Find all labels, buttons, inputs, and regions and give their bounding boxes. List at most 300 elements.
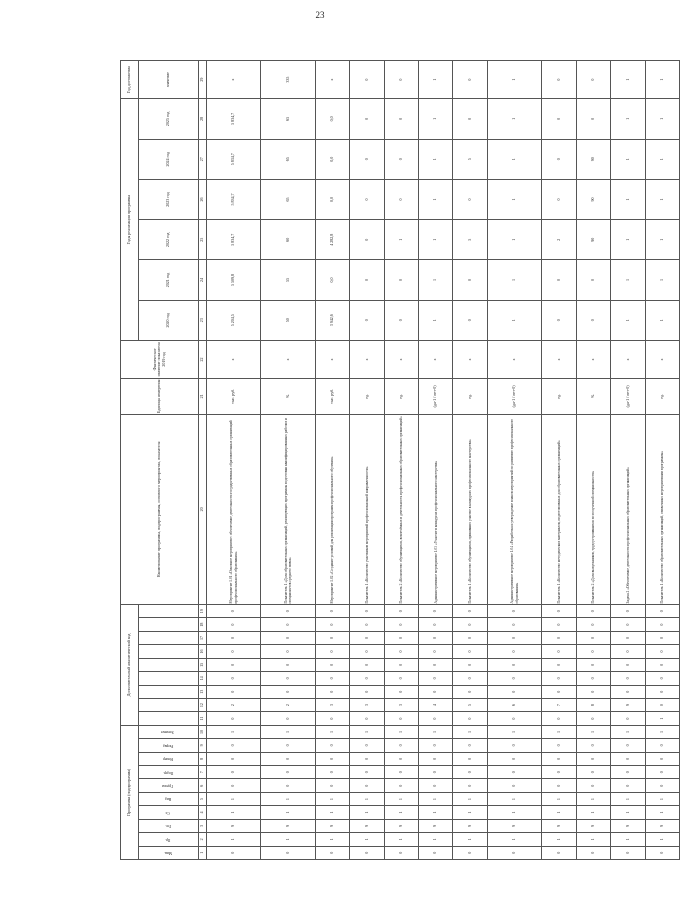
column-number: 27 [199, 139, 207, 179]
year-value: 65 [261, 99, 315, 139]
code-cell: 8 [576, 698, 610, 711]
code-cell: 0 [453, 779, 487, 792]
year-value: 0 [384, 99, 418, 139]
code-cell: 0 [576, 645, 610, 658]
code-cell: 0 [315, 645, 349, 658]
code-cell: 0 [261, 752, 315, 765]
code-cell: 0 [419, 631, 453, 644]
column-number: 15 [199, 658, 207, 671]
code-cell: 0 [645, 604, 679, 617]
indicator-name: Административное мероприятие 1.03 «Участие в конкурсах профессионального мастерства» [419, 414, 453, 604]
table-row [576, 61, 610, 860]
column-number: 13 [199, 685, 207, 698]
column-number: 23 [199, 300, 207, 340]
code-cell: 1 [315, 833, 349, 846]
year-value: 0 [384, 260, 418, 300]
indicator-unit: ед. [384, 378, 418, 414]
code-cell: 0 [261, 846, 315, 859]
code-cell: 0 [645, 698, 679, 711]
indicator-unit: (да-1 / нет-0) [487, 378, 541, 414]
year-value: 1 [419, 220, 453, 260]
code-cell: 0 [350, 779, 384, 792]
code-cell: 0 [645, 645, 679, 658]
indicator-name: Показатель 1 «Доля образовательных организаций, реализующих программы подготовки квалифицированных рабочих и специалистов среднего звена» [261, 414, 315, 604]
code-cell: 0 [207, 712, 261, 725]
code-cell: 1 [645, 833, 679, 846]
code-cell: 0 [576, 752, 610, 765]
code-cell: 0 [645, 658, 679, 671]
code-cell: 0 [611, 672, 645, 685]
code-cell: 0 [350, 846, 384, 859]
indicator-actual: х [611, 340, 645, 378]
code-cell: 1 [384, 833, 418, 846]
code-cell: 0 [261, 658, 315, 671]
indicator-name: Показатель 2 «Доля выпускников, трудоустроившихся по полученной специальности» [576, 414, 610, 604]
column-number: 2 [199, 833, 207, 846]
code-cell: 1 [419, 806, 453, 819]
indicator-actual: х [384, 340, 418, 378]
code-cell: 0 [384, 672, 418, 685]
code-cell: 1 [350, 792, 384, 805]
code-cell: 1 [384, 792, 418, 805]
code-cell: 0 [487, 672, 541, 685]
indicator-name: Показатель 1 «Количество методических материалов, подготовленных для образовательных организаций» [542, 414, 576, 604]
code-cell: 1 [315, 792, 349, 805]
header-code-2: Пр. [139, 833, 199, 846]
code-cell: 1 [576, 806, 610, 819]
year-value: 1 [611, 220, 645, 260]
indicator-unit: ед. [350, 378, 384, 414]
header-actual: Фактическое значение показателя 2019 год [121, 340, 199, 378]
indicator-actual: х [419, 340, 453, 378]
header-additional-cell [139, 712, 199, 725]
code-cell: 9 [611, 698, 645, 711]
year-value: 5 834,7 [207, 139, 261, 179]
code-cell: 0 [207, 766, 261, 779]
code-cell: 2 [207, 698, 261, 711]
code-cell: 0 [315, 779, 349, 792]
code-cell: 0 [487, 658, 541, 671]
code-cell: 1 [453, 806, 487, 819]
code-cell: 1 [419, 725, 453, 738]
code-cell: 1 [350, 833, 384, 846]
header-code-3: Гос. [139, 819, 199, 832]
code-cell: 0 [453, 752, 487, 765]
column-number: 18 [199, 618, 207, 631]
year-value: 0,0 [315, 179, 349, 219]
year-value: 0 [350, 179, 384, 219]
year-value: 55 [261, 260, 315, 300]
code-cell: 1 [542, 833, 576, 846]
code-cell: 1 [542, 792, 576, 805]
indicator-name: Задача 2 «Обеспечение деятельности профессиональных образовательных организаций» [611, 414, 645, 604]
code-cell: 1 [542, 806, 576, 819]
code-cell: 9 [453, 819, 487, 832]
code-cell: 0 [384, 712, 418, 725]
table-row [261, 61, 315, 860]
code-cell: 0 [350, 685, 384, 698]
header-code-7: Подгр. [139, 766, 199, 779]
code-cell: 0 [207, 604, 261, 617]
header-additional-cell [139, 631, 199, 644]
year-value: 1 [487, 139, 541, 179]
target-value: 1 [645, 61, 679, 99]
code-cell: 0 [542, 618, 576, 631]
header-code-9: Разряд [139, 739, 199, 752]
code-cell: 0 [542, 645, 576, 658]
header-program-group: Программа (подпрограмма) [121, 725, 139, 859]
column-number: 5 [199, 792, 207, 805]
code-cell: 0 [453, 645, 487, 658]
column-number: 24 [199, 260, 207, 300]
page-number: 23 [315, 10, 325, 20]
code-cell: 0 [645, 779, 679, 792]
year-value: 1 [419, 260, 453, 300]
code-cell: 0 [350, 752, 384, 765]
code-cell: 9 [419, 819, 453, 832]
year-value: 0 [576, 300, 610, 340]
code-cell: 0 [315, 712, 349, 725]
table-row [645, 61, 679, 860]
code-cell: 0 [419, 846, 453, 859]
code-cell: 0 [453, 846, 487, 859]
code-cell: 0 [542, 752, 576, 765]
header-additional-cell [139, 604, 199, 617]
year-value: 5 834,7 [207, 179, 261, 219]
year-value: 5 834,7 [207, 99, 261, 139]
code-cell: 1 [419, 792, 453, 805]
code-cell: 0 [315, 618, 349, 631]
code-cell: 0 [487, 739, 541, 752]
header-unit: Единица измерения [121, 378, 199, 414]
year-value: 1 [384, 220, 418, 260]
code-cell: 0 [576, 618, 610, 631]
code-cell: 0 [487, 604, 541, 617]
code-cell: 0 [261, 766, 315, 779]
code-cell: 0 [576, 672, 610, 685]
year-value: 0,0 [315, 99, 349, 139]
year-value: 65 [261, 179, 315, 219]
code-cell: 0 [384, 752, 418, 765]
rotated-table-wrapper [120, 60, 680, 860]
code-cell: 3 [350, 698, 384, 711]
code-cell: 1 [453, 725, 487, 738]
target-value: 0 [453, 61, 487, 99]
code-cell: 1 [576, 833, 610, 846]
year-value: 0 [542, 260, 576, 300]
code-cell: 1 [645, 725, 679, 738]
code-cell: 0 [350, 766, 384, 779]
code-cell: 0 [315, 752, 349, 765]
code-cell: 1 [487, 833, 541, 846]
code-cell: 0 [576, 712, 610, 725]
code-cell: 0 [542, 672, 576, 685]
code-cell: 0 [611, 779, 645, 792]
code-cell: 0 [487, 846, 541, 859]
header-code-4: Ст. [139, 806, 199, 819]
code-cell: 0 [207, 645, 261, 658]
year-value: 60 [261, 220, 315, 260]
code-cell: 1 [453, 792, 487, 805]
target-value: 0 [576, 61, 610, 99]
year-value: 50 [261, 300, 315, 340]
year-value: 0 [453, 260, 487, 300]
indicator-unit: ед. [542, 378, 576, 414]
code-cell: 0 [453, 658, 487, 671]
indicator-unit: ед. [453, 378, 487, 414]
header-additional-cell [139, 672, 199, 685]
indicator-actual: х [576, 340, 610, 378]
code-cell: 0 [576, 766, 610, 779]
code-cell: 0 [576, 685, 610, 698]
header-code-5: Вид [139, 792, 199, 805]
column-number: 4 [199, 806, 207, 819]
code-cell: 1 [611, 725, 645, 738]
column-number: 11 [199, 712, 207, 725]
code-cell: 0 [487, 779, 541, 792]
table-row [542, 61, 576, 860]
target-value: х [315, 61, 349, 99]
code-cell: 0 [576, 658, 610, 671]
indicator-actual: х [261, 340, 315, 378]
program-indicators-table [120, 60, 680, 860]
code-cell: 1 [261, 725, 315, 738]
code-cell: 0 [576, 739, 610, 752]
code-cell: 1 [645, 792, 679, 805]
code-cell: 0 [315, 766, 349, 779]
code-cell: 2 [261, 698, 315, 711]
year-value: 90 [576, 220, 610, 260]
header-year-6: 2025 год [139, 99, 199, 139]
year-value: 1 [419, 99, 453, 139]
column-number: 29 [199, 61, 207, 99]
code-cell: 0 [542, 779, 576, 792]
year-value: 0 [576, 99, 610, 139]
code-cell: 0 [384, 631, 418, 644]
code-cell: 1 [611, 806, 645, 819]
header-name: Наименование программы, подпрограммы, основного мероприятия, показателя [121, 414, 199, 604]
code-cell: 0 [611, 631, 645, 644]
code-cell: 1 [645, 806, 679, 819]
code-cell: 9 [350, 819, 384, 832]
code-cell: 0 [350, 672, 384, 685]
code-cell: 0 [611, 618, 645, 631]
header-additional-cell [139, 685, 199, 698]
code-cell: 1 [576, 792, 610, 805]
year-value: 0 [384, 179, 418, 219]
column-number: 10 [199, 725, 207, 738]
indicator-actual: х [645, 340, 679, 378]
code-cell: 0 [645, 672, 679, 685]
year-value: 1 [611, 260, 645, 300]
indicator-actual: х [207, 340, 261, 378]
code-cell: 0 [261, 631, 315, 644]
table-row [611, 61, 645, 860]
code-cell: 1 [645, 712, 679, 725]
target-value: 0 [542, 61, 576, 99]
code-cell: 9 [384, 819, 418, 832]
code-cell: 9 [542, 819, 576, 832]
code-cell: 0 [487, 712, 541, 725]
year-value: 0 [350, 300, 384, 340]
code-cell: 0 [645, 618, 679, 631]
year-value: 0 [350, 260, 384, 300]
code-cell: 0 [384, 779, 418, 792]
header-year-1: 2020 год [139, 300, 199, 340]
code-cell: 1 [261, 833, 315, 846]
year-value: 0 [350, 220, 384, 260]
target-value: 1 [487, 61, 541, 99]
header-year-2: 2021 год [139, 260, 199, 300]
table-row [315, 61, 349, 860]
code-cell: 0 [542, 604, 576, 617]
indicator-actual: х [487, 340, 541, 378]
code-cell: 0 [487, 766, 541, 779]
code-cell: 0 [645, 631, 679, 644]
header-additional-cell [139, 658, 199, 671]
indicator-name: Административное мероприятие 1.04 «Разработка и утверждение планов мероприятий по развитию профессионального образования» [487, 414, 541, 604]
target-value: 0 [384, 61, 418, 99]
year-value: 0 [542, 300, 576, 340]
year-value: 0 [350, 99, 384, 139]
code-cell: 0 [611, 658, 645, 671]
header-years-group: Годы реализации программы [121, 99, 139, 341]
table-row [419, 61, 453, 860]
code-cell: 1 [315, 725, 349, 738]
code-cell: 4 [419, 698, 453, 711]
code-cell: 0 [576, 779, 610, 792]
code-cell: 1 [207, 725, 261, 738]
code-cell: 1 [576, 725, 610, 738]
year-value: 0 [453, 99, 487, 139]
header-code-10: Элемент [139, 725, 199, 738]
code-cell: 0 [350, 712, 384, 725]
code-cell: 3 [384, 698, 418, 711]
code-cell: 1 [542, 725, 576, 738]
column-number: 6 [199, 779, 207, 792]
year-value: 1 [419, 300, 453, 340]
code-cell: 0 [350, 739, 384, 752]
code-cell: 1 [207, 806, 261, 819]
code-cell: 0 [384, 766, 418, 779]
code-cell: 0 [611, 846, 645, 859]
year-value: 2 [542, 220, 576, 260]
code-cell: 0 [350, 631, 384, 644]
year-value: 1 [487, 220, 541, 260]
column-number: 19 [199, 604, 207, 617]
indicator-unit: тыс. руб. [315, 378, 349, 414]
year-value: 90 [576, 179, 610, 219]
code-cell: 1 [419, 833, 453, 846]
target-value: 335 [261, 61, 315, 99]
code-cell: 0 [261, 604, 315, 617]
year-value: 4 282,8 [315, 220, 349, 260]
code-cell: 0 [384, 618, 418, 631]
year-value: 0 [542, 99, 576, 139]
code-cell: 7 [542, 698, 576, 711]
code-cell: 0 [207, 752, 261, 765]
year-value: 0 [350, 139, 384, 179]
code-cell: 0 [453, 618, 487, 631]
code-cell: 0 [315, 685, 349, 698]
code-cell: 0 [576, 631, 610, 644]
code-cell: 0 [542, 739, 576, 752]
code-cell: 1 [350, 806, 384, 819]
table-row [207, 61, 261, 860]
code-cell: 0 [645, 685, 679, 698]
indicator-unit: % [576, 378, 610, 414]
year-value: 65 [261, 139, 315, 179]
code-cell: 0 [419, 766, 453, 779]
code-cell: 0 [419, 645, 453, 658]
year-value: 0,0 [315, 260, 349, 300]
code-cell: 0 [453, 766, 487, 779]
year-value: 1 [487, 300, 541, 340]
code-cell: 0 [453, 631, 487, 644]
code-cell: 0 [384, 604, 418, 617]
column-number: 7 [199, 766, 207, 779]
code-cell: 0 [611, 604, 645, 617]
code-cell: 9 [261, 819, 315, 832]
code-cell: 0 [207, 631, 261, 644]
code-cell: 1 [611, 833, 645, 846]
year-value: 5 834,7 [207, 220, 261, 260]
code-cell: 1 [384, 725, 418, 738]
header-additional-cell [139, 645, 199, 658]
target-value: х [207, 61, 261, 99]
code-cell: 0 [207, 846, 261, 859]
code-cell: 0 [542, 658, 576, 671]
code-cell: 1 [487, 725, 541, 738]
year-value: 0 [384, 300, 418, 340]
code-cell: 0 [261, 739, 315, 752]
code-cell: 0 [419, 712, 453, 725]
column-number: 25 [199, 220, 207, 260]
code-cell: 0 [261, 645, 315, 658]
indicator-unit: (да-1 / нет-0) [611, 378, 645, 414]
code-cell: 0 [315, 846, 349, 859]
code-cell: 1 [207, 792, 261, 805]
code-cell: 0 [207, 658, 261, 671]
year-value: 1 [419, 139, 453, 179]
code-cell: 1 [487, 792, 541, 805]
year-value: 0 [542, 139, 576, 179]
code-cell: 1 [261, 792, 315, 805]
code-cell: 5 [453, 698, 487, 711]
code-cell: 0 [315, 631, 349, 644]
code-cell: 0 [207, 672, 261, 685]
year-value: 5 204,5 [207, 300, 261, 340]
year-value: 1 [645, 99, 679, 139]
code-cell: 0 [645, 766, 679, 779]
code-cell: 0 [384, 685, 418, 698]
column-numbers-row [199, 61, 207, 860]
table-row [384, 61, 418, 860]
code-cell: 0 [453, 604, 487, 617]
code-cell: 1 [384, 806, 418, 819]
header-code-8: Номер [139, 752, 199, 765]
column-number: 17 [199, 631, 207, 644]
code-cell: 0 [611, 752, 645, 765]
target-value: 0 [350, 61, 384, 99]
code-cell: 0 [384, 645, 418, 658]
code-cell: 1 [315, 806, 349, 819]
indicator-name: Показатель 1 «Количество обучающихся, принявших участие в конкурсах профессионального мастерства» [453, 414, 487, 604]
year-value: 1 [611, 179, 645, 219]
code-cell: 1 [453, 833, 487, 846]
code-cell: 0 [315, 672, 349, 685]
year-value: 5 [453, 139, 487, 179]
